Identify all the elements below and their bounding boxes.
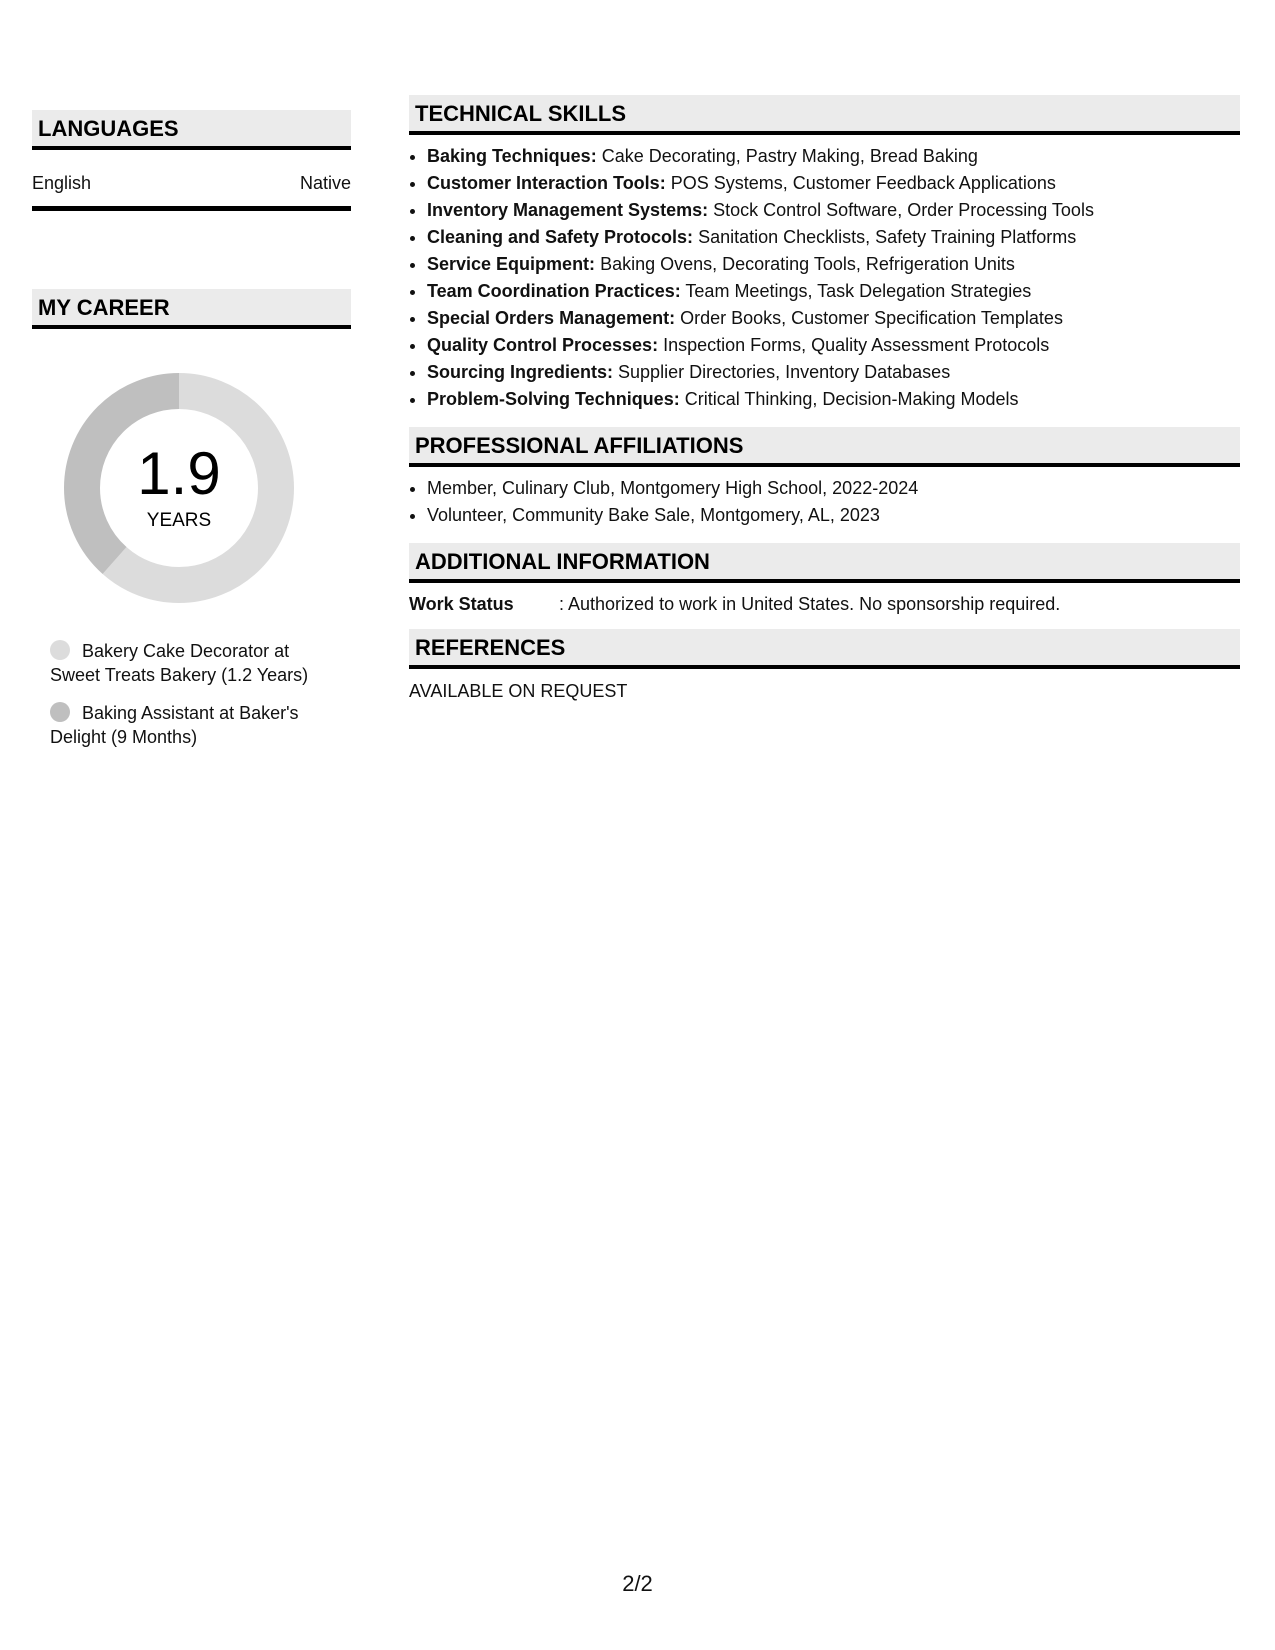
skill-item	[427, 251, 1240, 278]
donut-center	[64, 373, 294, 603]
career-heading: MY CAREER	[32, 289, 351, 329]
work-status-row	[409, 593, 1240, 615]
skill-value: Sanitation Checklists, Safety Training Platforms	[698, 227, 1077, 247]
skill-value: Stock Control Software, Order Processing Tools	[713, 200, 1094, 220]
references-text: AVAILABLE ON REQUEST	[409, 681, 628, 701]
legend-label: Bakery Cake Decorator at Sweet Treats Bakery (1.2 Years)	[50, 641, 309, 685]
skill-label: Team Coordination Practices:	[427, 281, 681, 301]
skill-label: Service Equipment:	[427, 254, 596, 274]
work-status-value: : Authorized to work in United States. No sponsorship required.	[559, 594, 1061, 614]
technical-skills-list	[409, 143, 1240, 413]
language-row	[32, 172, 351, 211]
affiliations-heading: PROFESSIONAL AFFILIATIONS	[409, 427, 1240, 467]
affiliations-list	[409, 475, 1240, 529]
affiliation-item: • Member, Culinary Club, Montgomery High School, 2022-2024	[427, 475, 1240, 502]
skill-value: Critical Thinking, Decision-Making Models	[684, 389, 1019, 409]
language-name: English	[32, 173, 92, 193]
skill-label: Quality Control Processes:	[427, 335, 659, 355]
skill-item	[427, 305, 1240, 332]
skill-label: Customer Interaction Tools:	[427, 173, 666, 193]
skill-label: Sourcing Ingredients:	[427, 362, 614, 382]
additional-info-heading: ADDITIONAL INFORMATION	[409, 543, 1240, 583]
skill-item	[427, 359, 1240, 386]
skill-item	[427, 386, 1240, 413]
technical-skills-heading: TECHNICAL SKILLS	[409, 95, 1240, 135]
references-heading: REFERENCES	[409, 629, 1240, 669]
skill-label: Cleaning and Safety Protocols:	[427, 227, 694, 247]
language-level: Native	[299, 173, 351, 193]
legend-label: Baking Assistant at Baker's Delight (9 Months)	[50, 703, 299, 747]
legend-dot-icon	[50, 702, 70, 722]
skill-value: Cake Decorating, Pastry Making, Bread Baking	[601, 146, 978, 166]
legend-dot-icon	[50, 640, 70, 660]
skill-item	[427, 170, 1240, 197]
career-donut-chart	[64, 373, 294, 603]
skill-label: Special Orders Management:	[427, 308, 676, 328]
skill-label: Problem-Solving Techniques:	[427, 389, 680, 409]
skill-label: Inventory Management Systems:	[427, 200, 709, 220]
legend-item	[50, 701, 330, 749]
skill-item	[427, 224, 1240, 251]
skill-item	[427, 143, 1240, 170]
skill-label: Baking Techniques:	[427, 146, 597, 166]
skill-item	[427, 278, 1240, 305]
career-total-years: 1.9	[137, 440, 221, 507]
skill-value: Order Books, Customer Specification Templates	[680, 308, 1063, 328]
skill-item	[427, 197, 1240, 224]
career-legend	[50, 639, 330, 749]
affiliation-item: • Volunteer, Community Bake Sale, Montgomery, AL, 2023	[427, 502, 1240, 529]
languages-heading: LANGUAGES	[32, 110, 351, 150]
page-number: 2/2	[622, 1571, 653, 1596]
skill-value: Baking Ovens, Decorating Tools, Refrigeration Units	[600, 254, 1015, 274]
skill-value: Supplier Directories, Inventory Databases	[618, 362, 951, 382]
skill-value: Team Meetings, Task Delegation Strategies	[685, 281, 1032, 301]
left-column	[32, 110, 351, 763]
work-status-label: Work Status	[409, 594, 514, 614]
skill-value: POS Systems, Customer Feedback Applications	[670, 173, 1056, 193]
skill-value: Inspection Forms, Quality Assessment Protocols	[663, 335, 1050, 355]
career-total-unit: YEARS	[146, 510, 212, 531]
skill-item	[427, 332, 1240, 359]
legend-item	[50, 639, 330, 687]
right-column	[409, 95, 1240, 702]
